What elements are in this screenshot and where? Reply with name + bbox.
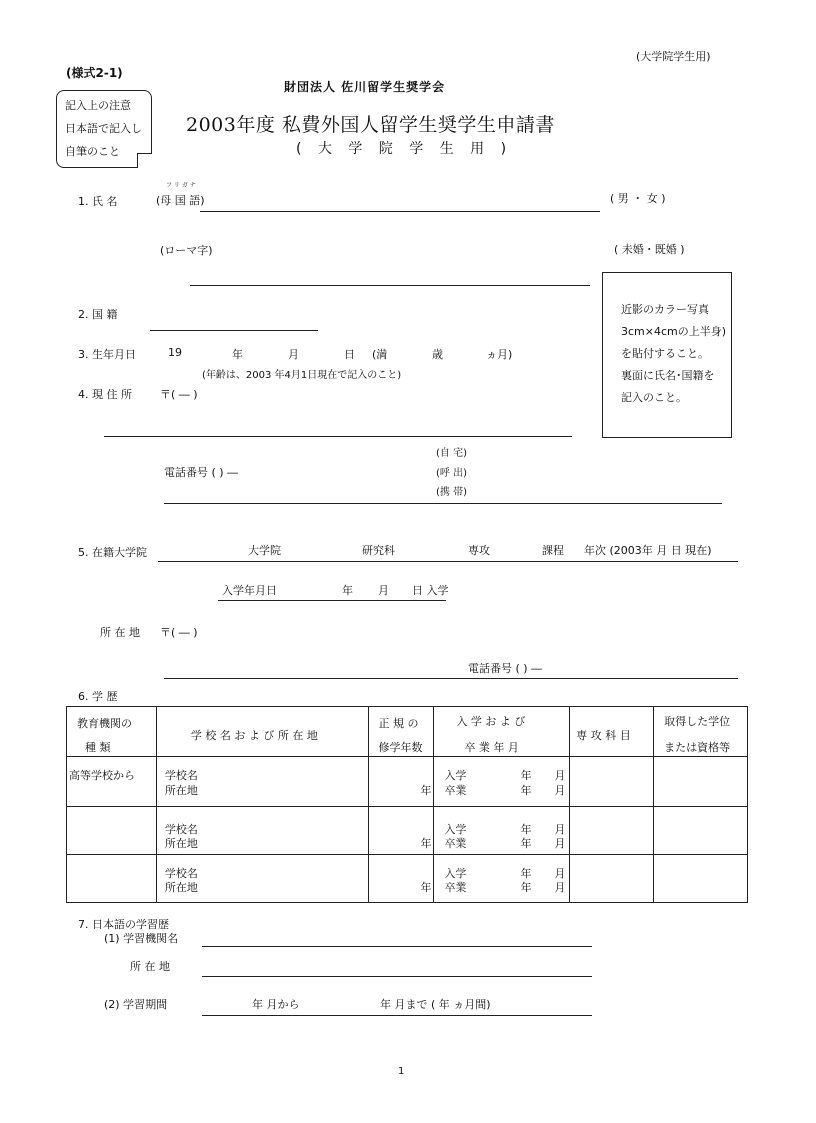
photo-instruction: 3cm×4cmの上半身) bbox=[621, 325, 727, 338]
research-unit: 研究科 bbox=[362, 544, 395, 557]
education-label: 6. 学 歴 bbox=[78, 690, 118, 703]
type-cell[interactable]: 高等学校から bbox=[67, 757, 157, 807]
study-period-to: 年 月まで ( 年 ヵ月間) bbox=[380, 998, 491, 1011]
marital-options[interactable]: ( 未婚・既婚 ) bbox=[614, 243, 685, 256]
dates-cell[interactable]: 入学 年 月 卒業 年 月 bbox=[434, 855, 570, 903]
grad-school-unit: 大学院 bbox=[248, 544, 281, 557]
institution-location-line[interactable] bbox=[202, 976, 592, 977]
note-line: 日本語で記入し bbox=[65, 122, 142, 135]
nationality-line[interactable] bbox=[150, 330, 318, 331]
study-period-from: 年 月から bbox=[252, 998, 300, 1011]
dates-cell[interactable]: 入学 年 月 卒業 年 月 bbox=[434, 757, 570, 807]
japanese-study-label: 7. 日本語の学習歴 bbox=[78, 918, 169, 931]
header-cell: 正 規 の 修学年数 bbox=[368, 707, 434, 757]
age-note: (年齢は、2003 年4月1日現在で記入のこと) bbox=[202, 370, 402, 381]
institution-label: (1) 学習機関名 bbox=[104, 932, 179, 945]
header-cell: 入 学 お よ び 卒 業 年 月 bbox=[434, 707, 570, 757]
type-cell[interactable] bbox=[67, 807, 157, 855]
table-header-row bbox=[67, 707, 748, 757]
photo-instruction: を貼付すること。 bbox=[621, 347, 709, 360]
furigana-label: フ リ ガ ナ bbox=[166, 182, 196, 189]
table-row[interactable] bbox=[67, 757, 748, 807]
course-unit: 課程 bbox=[542, 544, 564, 557]
school-postal[interactable]: 〒( ― ) bbox=[160, 626, 198, 639]
study-period-line[interactable] bbox=[202, 1015, 592, 1016]
education-table bbox=[66, 706, 748, 903]
page-title: 2003年度 私費外国人留学生奨学生申請書 bbox=[186, 114, 555, 136]
dates-cell[interactable]: 入学 年 月 卒業 年 月 bbox=[434, 807, 570, 855]
enroll-month-unit: 月 bbox=[378, 584, 389, 597]
header-cell: 取得した学位 または資格等 bbox=[654, 707, 748, 757]
school-phone[interactable]: 電話番号 ( ) ― bbox=[468, 662, 543, 675]
institution-line[interactable] bbox=[202, 946, 592, 947]
photo-area[interactable] bbox=[602, 272, 732, 438]
table-row[interactable] bbox=[67, 855, 748, 903]
subject-cell[interactable] bbox=[570, 757, 654, 807]
phone-type-home: (自 宅) bbox=[436, 448, 467, 459]
enroll-date-label: 入学年月日 bbox=[222, 584, 277, 597]
enroll-year-unit: 年 bbox=[342, 584, 353, 597]
study-period-label: (2) 学習期間 bbox=[104, 998, 168, 1011]
enroll-date-line[interactable] bbox=[218, 600, 446, 601]
degree-cell[interactable] bbox=[654, 757, 748, 807]
school-location-line[interactable] bbox=[164, 678, 738, 679]
header-cell: 学 校 名 お よ び 所 在 地 bbox=[156, 707, 368, 757]
page-number: 1 bbox=[398, 1066, 405, 1077]
age-open: (満 bbox=[372, 348, 388, 361]
doc-category: (大学院学生用) bbox=[636, 50, 711, 63]
organization-name: 財団法人 佐川留学生奨学会 bbox=[284, 80, 446, 94]
folded-corner-icon bbox=[137, 153, 152, 168]
phone-type-mobile: (携 帯) bbox=[436, 487, 467, 498]
address-phone[interactable]: 電話番号 ( ) ― bbox=[164, 466, 239, 479]
photo-instruction: 近影のカラー写真 bbox=[621, 303, 709, 316]
address-line[interactable] bbox=[104, 436, 572, 437]
address-label: 4. 現 住 所 bbox=[78, 388, 132, 401]
name-roman-line[interactable] bbox=[190, 285, 590, 286]
photo-instruction: 裏面に氏名･国籍を bbox=[621, 369, 715, 382]
birth-era: 19 bbox=[168, 346, 182, 359]
phone-type-call: (呼 出) bbox=[436, 468, 467, 479]
gender-options[interactable]: ( 男 ・ 女 ) bbox=[610, 192, 666, 205]
institution-location-label: 所 在 地 bbox=[130, 960, 170, 973]
school-cell[interactable]: 学校名 所在地 bbox=[156, 757, 368, 807]
type-cell[interactable] bbox=[67, 855, 157, 903]
age-months-unit: ヵ月) bbox=[486, 348, 513, 361]
nationality-label: 2. 国 籍 bbox=[78, 308, 118, 321]
photo-instruction: 記入のこと。 bbox=[621, 391, 687, 404]
subject-cell[interactable] bbox=[570, 807, 654, 855]
header-cell: 教育機関の 種 類 bbox=[67, 707, 157, 757]
header-cell: 専 攻 科 目 bbox=[570, 707, 654, 757]
major-unit: 専攻 bbox=[468, 544, 490, 557]
age-unit: 歳 bbox=[432, 348, 443, 361]
degree-cell[interactable] bbox=[654, 855, 748, 903]
enroll-day-unit: 日 入学 bbox=[412, 584, 449, 597]
note-line: 自筆のこと bbox=[65, 145, 120, 158]
native-language-label: (母 国 語) bbox=[156, 194, 205, 207]
table-row[interactable] bbox=[67, 807, 748, 855]
instructions-note bbox=[56, 90, 152, 168]
school-location-label: 所 在 地 bbox=[100, 626, 140, 639]
phone-line[interactable] bbox=[164, 503, 722, 504]
graduate-school-line[interactable] bbox=[158, 561, 738, 562]
years-cell[interactable]: 年 bbox=[368, 757, 434, 807]
roman-label: (ローマ字) bbox=[160, 244, 213, 257]
birth-year-unit: 年 bbox=[232, 348, 243, 361]
name-native-line[interactable] bbox=[200, 211, 600, 212]
name-label: 1. 氏 名 bbox=[78, 195, 118, 208]
years-cell[interactable]: 年 bbox=[368, 807, 434, 855]
birth-day-unit: 日 bbox=[344, 348, 355, 361]
birth-month-unit: 月 bbox=[288, 348, 299, 361]
subject-cell[interactable] bbox=[570, 855, 654, 903]
school-cell[interactable]: 学校名 所在地 bbox=[156, 807, 368, 855]
address-postal[interactable]: 〒( ― ) bbox=[160, 388, 198, 401]
degree-cell[interactable] bbox=[654, 807, 748, 855]
years-cell[interactable]: 年 bbox=[368, 855, 434, 903]
note-line: 記入上の注意 bbox=[65, 99, 131, 112]
year-as-of: 年次 (2003年 月 日 現在) bbox=[584, 544, 712, 557]
birthdate-label: 3. 生年月日 bbox=[78, 348, 136, 361]
school-cell[interactable]: 学校名 所在地 bbox=[156, 855, 368, 903]
page-subtitle: ( 大 学 院 学 生 用 ) bbox=[296, 141, 513, 157]
form-number: (様式2-1) bbox=[66, 66, 123, 80]
graduate-school-label: 5. 在籍大学院 bbox=[78, 546, 147, 559]
